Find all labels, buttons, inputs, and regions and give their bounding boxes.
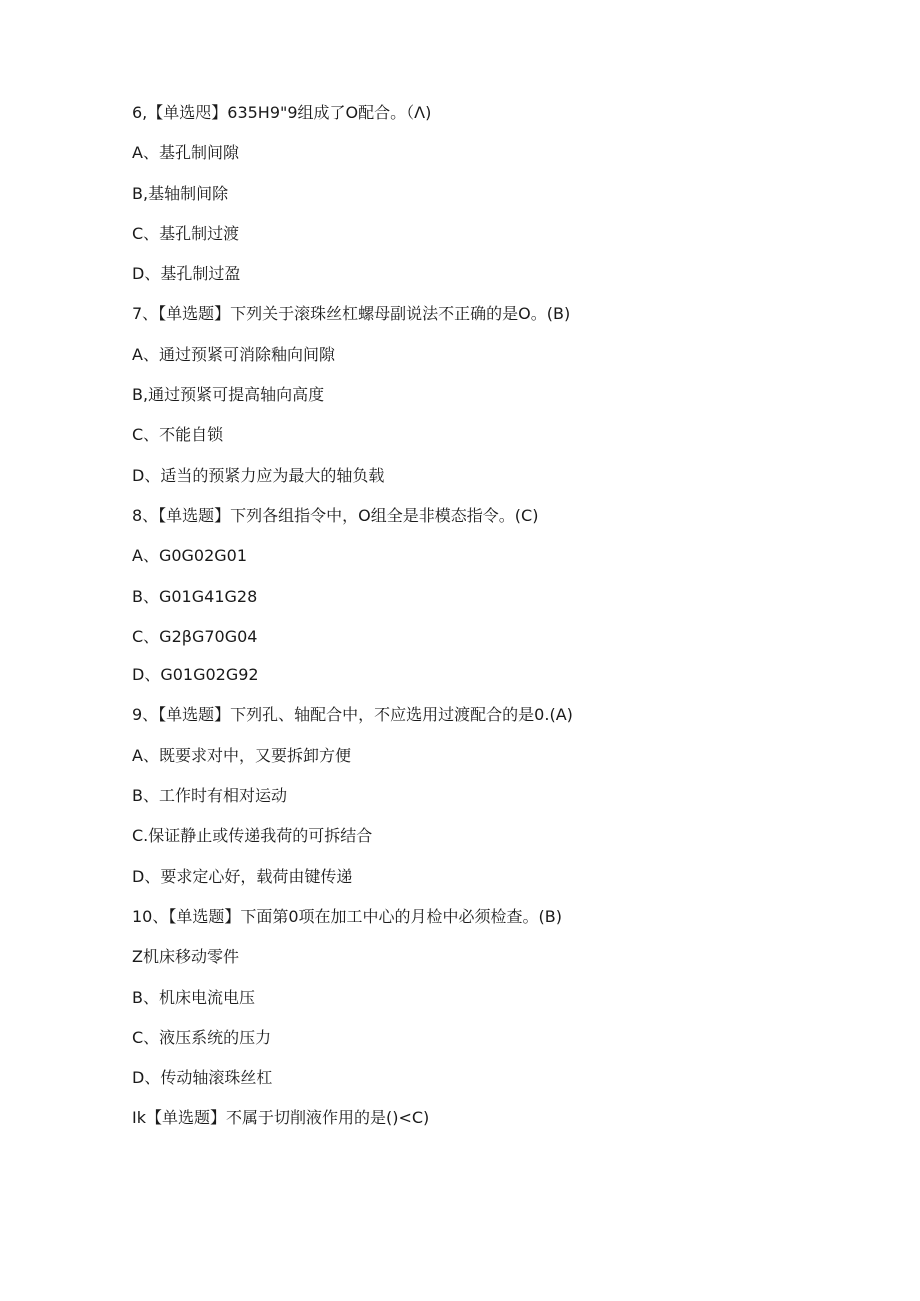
document-body — [132, 103, 832, 1149]
option-10d: D、传动轴滚珠丝杠 — [132, 1068, 273, 1088]
option-10a: Z机床移动零件 — [132, 947, 239, 967]
option-6c: C、基孔制过渡 — [132, 223, 240, 243]
option-9c: C.保证静止或传递我荷的可拆结合 — [132, 826, 373, 846]
option-8b: B、G01G41G28 — [132, 586, 258, 606]
option-10b: B、机床电流电压 — [132, 987, 255, 1007]
option-6d: D、基孔制过盈 — [132, 264, 241, 284]
option-6b: B,基轴制间除 — [132, 183, 229, 203]
option-7c: C、不能自锁 — [132, 425, 224, 445]
option-10c: C、液压系统的压力 — [132, 1027, 272, 1047]
option-8c: C、G2βG70G04 — [132, 626, 258, 646]
option-9d: D、要求定心好，载荷由键传递 — [132, 866, 353, 886]
option-8d: D、G01G02G92 — [132, 665, 259, 685]
option-7a: A、通过预紧可消除釉向间隙 — [132, 344, 335, 364]
option-8a: A、G0G02G01 — [132, 546, 248, 566]
option-7b: B,通过预紧可提高轴向高度 — [132, 385, 325, 405]
question-7: 7、【单选题】下列关于滚珠丝杠螺母副说法不正确的是O。(B) — [132, 304, 571, 324]
question-8: 8、【单选题】下列各组指令中，O组全是非模态指令。(C) — [132, 505, 539, 525]
question-9: 9、【单选题】下列孔、轴配合中，不应选用过渡配合的是0.(A) — [132, 705, 573, 725]
question-10: 10、【单选题】下面第0项在加工中心的月检中必须检查。(B) — [132, 906, 563, 926]
option-7d: D、适当的预紧力应为最大的轴负载 — [132, 465, 385, 485]
option-9b: B、工作时有相对运动 — [132, 786, 287, 806]
question-6: 6,【单选咫】635H9"9组成了O配合。（Λ) — [132, 103, 432, 122]
option-6a: A、基孔制间隙 — [132, 143, 239, 163]
option-9a: A、既要求对中，又要拆卸方便 — [132, 745, 351, 765]
question-11: Ik【单选题】不属于切削液作用的是()<C) — [132, 1108, 430, 1128]
